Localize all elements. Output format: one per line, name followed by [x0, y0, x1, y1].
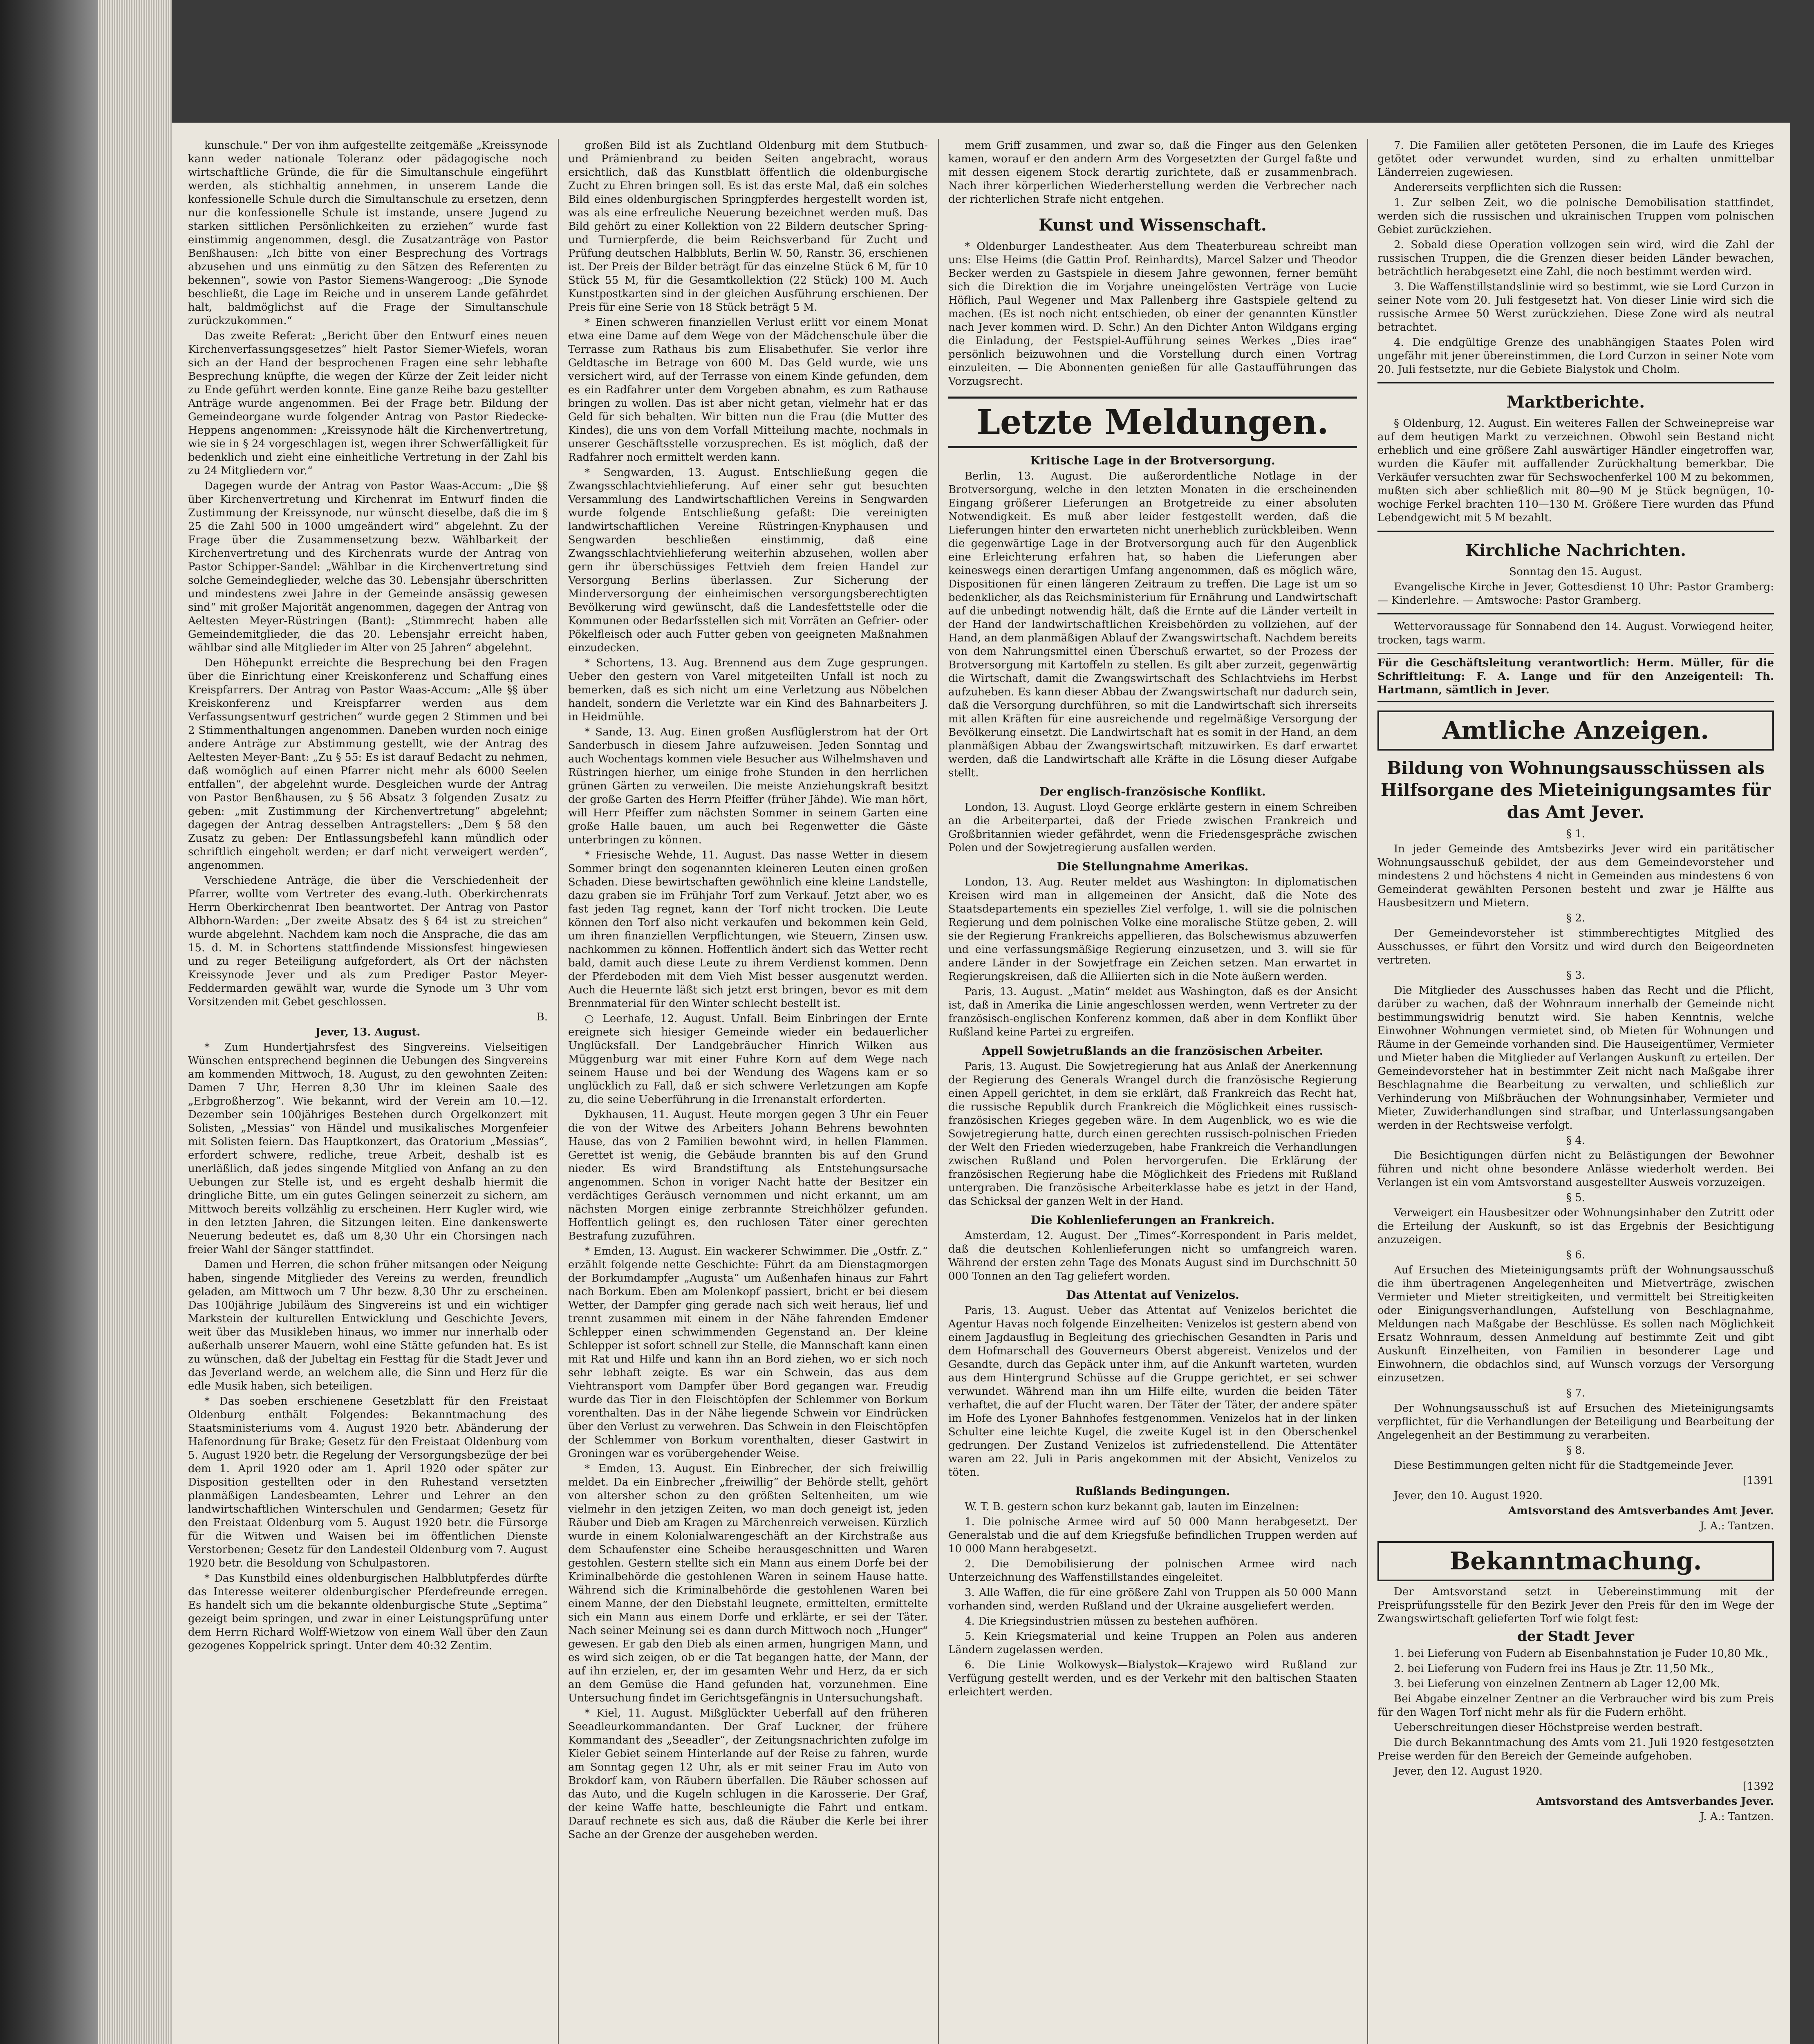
text-block: * Sande, 13. Aug. Einen großen Ausflüglerstrom hat der Ort Sanderbusch in diesem Jahre aufzuweisen. Jeden Sonntag und auch Wochentags kommen viele Besucher aus Wilhelmshaven und Rüstringen hierher, um einige frohe Stunden in den herrlichen grünen Gärten zu verweilen. Die meiste Anziehungskraft besitzt der große Garten des Herrn Pfeiffer (früher Jähde). Wie man hört, will Herr Pfeiffer zum nächsten Sommer in seinem Garten eine große Halle bauen, um auch bei Regenwetter die Gäste unterbringen zu können. [568, 726, 928, 846]
paragraph-number: § 8. [1566, 1444, 1586, 1457]
page-edges [98, 0, 172, 2044]
text-block: Verschiedene Anträge, die über die Verschiedenheit der Pfarrer, wollte vom Vertreter des evang.-luth. Oberkirchenrats Herrn Oberkirchenrat Iben beantwortet. Der Antrag von Pastor Albhorn-Warden: „Der zweite Absatz des § 64 ist zu streichen“ wurde abgelehnt. Nachdem kam noch die Ansprache, die das am 15. d. M. in Schortens stattfindende Missionsfest hingewiesen und zu reger Beteiligung aufgefordert, als Ort der nächsten Kreissynode Jever und als zum Prediger Pastor Meyer-Feddermarden gewählt war, wurde die Synode um 3 Uhr vom Vorsitzenden mit Gebet geschlossen. [188, 874, 548, 1008]
city-name: der Stadt Jever [1517, 1628, 1634, 1645]
text-block: Amsterdam, 12. August. Der „Times“-Korrespondent in Paris meldet, daß die deutschen Kohlenlieferungen nicht so umfangreich waren. Während der ersten zehn Tage des Monats August sind im Durchschnitt 50 000 Tonnen an den Tag geliefert worden. [948, 1230, 1357, 1282]
column-rule [938, 139, 939, 2044]
text-block: * Das Kunstbild eines oldenburgischen Halbblutpferdes dürfte das Interesse weiterer oldenburgischer Pferdefreunde erregen. Es handelt sich um die bekannte oldenburgische Stute „Septima“ gezeigt beim springen, und zwar in einer Leistungsprüfung unter dem Herrn Richard Wolff-Wietzow von einem Wall über den Zaun gezogenes Koppelrick springt. Unter dem 40:32 Zentim. [188, 1572, 548, 1652]
notice-signature: Amtsvorstand des Amtsverbandes Amt Jever. [1508, 1505, 1774, 1517]
column-rule [558, 139, 559, 2044]
text-block: Evangelische Kirche in Jever, Gottesdienst 10 Uhr: Pastor Gramberg: — Kinderlehre. — Amtswoche: Pastor Gramberg. [1377, 581, 1774, 607]
notice-signatory: J. A.: Tantzen. [1700, 1811, 1774, 1823]
section-heading-boxed: Amtliche Anzeigen. [1377, 710, 1774, 751]
text-block: * Schortens, 13. Aug. Brennend aus dem Zuge gesprungen. Ueber den gestern von Varel mitgeteilten Unfall ist noch zu bemerken, daß es sich nicht um eine Verletzung aus Nöbelchen handelt, sondern die Verletzte war ein Kind des Bahnarbeiters J. in Heidmühle. [568, 657, 928, 723]
subheading: Die Kohlenlieferungen an Frankreich. [1030, 1213, 1275, 1227]
weather-forecast: Wettervoraussage für Sonnabend den 14. August. Vorwiegend heiter, trocken, tags warm. [1377, 621, 1774, 646]
text-block: Paris, 13. August. Ueber das Attentat auf Venizelos berichtet die Agentur Havas noch folgende Einzelheiten: Venizelos ist gestern abend von einem Jagdausflug in Begleitung des griechischen Gesandten in Paris und dem Hofmarschall des Gouverneurs Oberst abgereist. Venizelos und der Gesandte, durch das Gepäck unter ihm, auf die Ankunft warteten, wurden aus dem Hintergrund Schüsse auf die Gruppe gerichtet, er sei schwer verwundet. Während man ihn um Hilfe eilte, wurden die beiden Täter verhaftet, die auf der Flucht waren. Der Täter der Täter, der andere später im Hofe des Lyoner Bahnhofes festgenommen. Venizelos hat in der linken Schulter eine leichte Kugel, die zweite Kugel ist in den Oberschenkel gedrungen. Der Zustand Venizelos ist zufriedenstellend. Die Attentäter waren am 22. Juli in Paris angekommen mit der Absicht, Venizelos zu töten. [948, 1304, 1357, 1479]
text-block: § Oldenburg, 12. August. Ein weiteres Fallen der Schweinepreise war auf dem heutigen Markt zu verzeichnen. Obwohl sein Bestand nicht erheblich und eine größere Zahl auswärtiger Händler eingetroffen war, wurden die Käufer mit auffallender Zurückhaltung bemerkbar. Die Verkäufer versuchten zwar für Sechswochenferkel 100 M zu bekommen, mußten sich aber schließlich mit 80—90 M je Stück begnügen, 10-wochige Ferkel brachten 110—130 M. Größere Tiere wurden das Pfund Lebendgewicht mit 5 M bezahlt. [1377, 417, 1774, 524]
text-block: Damen und Herren, die schon früher mitsangen oder Neigung haben, singende Mitglieder des Vereins zu werden, freundlich geladen, am Mittwoch um 7 Uhr bezw. 8,30 Uhr zu erscheinen. Das 100jährige Jubiläum des Singvereins ist und ein wichtiger Markstein der kulturellen Entwicklung und Geschichte Jevers, weit über das Musikleben hinaus, wo immer nur innerhalb oder außerhalb unserer Mauern, wohl eine Stätte gefunden hat. Es ist zu wünschen, daß der Jubeltag ein Festtag für die Stadt Jever und das Jeverland werde, an welchem alle, die Sinn und Herz für die edle Musik haben, sich beteiligen. [188, 1259, 548, 1392]
column-4 [1377, 139, 1774, 2044]
text-block: * Emden, 13. August. Ein wackerer Schwimmer. Die „Ostfr. Z.“ erzählt folgende nette Geschichte: Führt da am Dienstagmorgen der Borkumdampfer „Augusta“ um Außenhafen hinaus zur Fahrt nach Borkum. Eben am Molenkopf passiert, bricht er bei diesem Wetter, der Dampfer ging gerade nach sich weit heraus, lief und trennt zusammen mit einem in der Nähe fahrenden Emdener Schlepper einen schwimmenden Gegenstand an. Der kleine Schlepper ist sofort schnell zur Stelle, die Mannschaft kann einen mit Rat und Hilfe und kann ihn an Bord ziehen, wo er sich noch sehr lebhaft zeigte. Es war ein Schwein, das aus dem Viehtransport vom Dampfer über Bord gegangen war. Freudig wurde das Tier in den Fleischtöpfen der Schlemmer von Borkum vorenthalten. Das in der Nähe liegende Schwein vor Eindrücken über den Verlust zu verwehren. Das Schwein in den Fleischtöpfen der Schlemmer von Borkum vorenthalten, dieser Gastwirt in Groningen war es vorübergehender Weise. [568, 1245, 928, 1460]
text-block: kunschule.“ Der von ihm aufgestellte zeitgemäße „Kreissynode kann weder nationale Toleranz oder pädagogische noch wirtschaftliche Gründe, die für die Simultanschule eingeführt werden, als stichhaltig annehmen, in unserem Lande die konfessionelle Schule durch die Simultanschule zu ersetzen, denn nur die konfessionelle Schule ist imstande, unsere Jugend zu starken sittlichen Persönlichkeiten zu erziehen“ wurde fast einstimmig angenommen, desgl. die Zusatzanträge von Pastor Benßhausen: „Ich bitte von einer Besprechung des Vortrags abzusehen und uns einmütig zu den Sätzen des Referenten zu bekennen“, sowie von Pastor Siemens-Wangeroog: „Die Synode beschließt, die Lage im Reiche und in unserem Lande gefährdet halt, baldmöglichst auf die Frage der Simultanschule zurückzukommen.“ [188, 139, 548, 327]
text-block: * Einen schweren finanziellen Verlust erlitt vor einem Monat etwa eine Dame auf dem Wege von der Mädchenschule über die Terrasse zum Rathaus bis zum Elisabethufer. Sie verlor ihre Geldtasche im Betrage von 600 M. Das Geld wurde, wie uns versichert wird, auf der Terrasse von einem Kinde gefunden, dem es ein Radfahrer unter dem Vorgeben abnahm, es zum Rathause bringen zu wollen. Das ist aber nicht getan, vielmehr hat er das Geld für sich behalten. Wir bitten nun die Frau (die Mutter des Kindes), die uns von dem Vorfall Mitteilung machte, nochmals in unserer Geschäftsstelle vorzusprechen. Es ist möglich, daß der Radfahrer noch ermittelt werden kann. [568, 316, 928, 464]
date-line: Sonntag den 15. August. [1509, 566, 1642, 578]
text-block: Die Besichtigungen dürfen nicht zu Belästigungen der Bewohner führen und nicht ohne besondere Anlässe wiederholt werden. Bei Verlangen ist ein vom Amtsvorstand ausgestellter Ausweis vorzuzeigen. [1377, 1150, 1774, 1189]
text-block: In jeder Gemeinde des Amtsbezirks Jever wird ein paritätischer Wohnungsausschuß gebildet, der aus dem Gemeindevorsteher und mindestens 2 und höchstens 4 nicht in Gemeinden aus mindestens 6 von Gemeinderat gewählten Personen besteht und zwar je Hälfte aus Hausbesitzern und Mietern. [1377, 843, 1774, 909]
text-block: * Kiel, 11. August. Mißglückter Ueberfall auf den früheren Seeadleurkommandanten. Der Graf Luckner, der frühere Kommandant des „Seeadler“, der Zeitungsnachrichten zufolge im Kieler Gebiet seinem Hinterlande auf der Reise zu fahren, wurde am Sonntag gegen 12 Uhr, als er mit seiner Frau im Auto von Brokdorf kam, von Räubern überfallen. Die Räuber schossen auf das Auto, und die Kugeln schlugen in die Karosserie. Der Graf, der keine Waffe hatte, beschleunigte die Fahrt und entkam. Darauf rechnete es sich aus, daß die Räuber die Kerle bei ihrer Sache an der Grenze der ausgeheben werden. [568, 1707, 928, 1841]
newspaper-page [172, 123, 1790, 2044]
notice-number: [1391 [1742, 1475, 1774, 1487]
section-heading: Kirchliche Nachrichten. [1465, 541, 1686, 560]
divider [1377, 382, 1774, 383]
paragraph-number: § 4. [1566, 1134, 1586, 1147]
paragraph-number: § 7. [1566, 1387, 1586, 1399]
list-item: 1. Die polnische Armee wird auf 50 000 Mann herabgesetzt. Der Generalstab und die auf dem Kriegsfuße befindlichen Truppen werden auf 10 000 Mann herabgesetzt. [948, 1516, 1357, 1555]
notice-number: [1392 [1742, 1780, 1774, 1793]
subheading: Der englisch-französische Konflikt. [1039, 785, 1266, 798]
subheading: Rußlands Bedingungen. [1075, 1484, 1230, 1498]
list-item: 3. bei Lieferung von einzelnen Zentnern ab Lager 12,00 Mk. [1394, 1678, 1720, 1690]
subheading: Das Attentat auf Venizelos. [1066, 1288, 1239, 1302]
text-block: * Oldenburger Landestheater. Aus dem Theaterbureau schreibt man uns: Else Heims (die Gattin Prof. Reinhardts), Marcel Salzer und Theodor Becker werden zu Gastspiele in diesem Jahre gewonnen, ferner bemüht sich die Direktion die im Vorjahre uneingelösten Verträge von Lucie Höflich, Paul Wegener und Max Pallenberg ihre Gastspiele geltend zu machen. (Es ist noch nicht entschieden, ob einer der genannten Künstler nach Jever kommen wird. D. Schr.) An den Dichter Anton Wildgans erging die Einladung, der Festspiel-Aufführung seines Werkes „Dies irae“ persönlich beizuwohnen und die Vorstellung durch einen Vortrag einzuleiten. — Die Abonnenten genießen für alle Gastaufführungen das Vorzugsrecht. [948, 240, 1357, 388]
text-block: mem Griff zusammen, und zwar so, daß die Finger aus den Gelenken kamen, worauf er den andern Arm des Vorgesetzten der Gurgel faßte und mit dessen eigenem Stock derartig zurichtete, daß er zusammenbrach. Nach ihrer körperlichen Wiederherstellung werden die Verbrecher nach der richterlichen Strafe nicht entgehen. [948, 139, 1357, 206]
text-block: Der Gemeindevorsteher ist stimmberechtigtes Mitglied des Ausschusses, er führt den Vorsitz und wird durch den Beigeordneten vertreten. [1377, 927, 1774, 966]
notice-date: Jever, den 10. August 1920. [1394, 1490, 1543, 1502]
notice-title: Bildung von Wohnungsausschüssen als Hilfsorgane des Mieteinigungsamtes für das Amt Jever. [1380, 758, 1771, 822]
subheading: Kritische Lage in der Brotversorgung. [1030, 454, 1275, 467]
section-heading-boxed: Bekanntmachung. [1377, 1541, 1774, 1581]
paragraph-number: § 3. [1566, 969, 1586, 982]
text-block: Der Amtsvorstand setzt in Uebereinstimmung mit der Preisprüfungsstelle für den Bezirk Jever den Preis für den im Wege der Zwangswirtschaft gelieferten Torf wie folgt fest: [1377, 1586, 1774, 1625]
text-block: Paris, 13. August. „Matin“ meldet aus Washington, daß es der Ansicht ist, daß in Amerika die Linie angeschlossen werden, wenn Vertreter zu der französisch-englischen Konferenz kommen, daß aber in dem Konflikt über Rußland keine Partei zu ergreifen. [948, 986, 1357, 1038]
text-block: Auf Ersuchen des Mieteinigungsamts prüft der Wohnungsausschuß die ihm übertragenen Angelegenheiten und Mietverträge, zwischen Vermieter und Mieter streitigkeiten, und vermittelt bei Streitigkeiten oder Einigungsverhandlungen, Aufstellung von Beschlagnahme, Meldungen nach Maßgabe der Beschlüsse. Es sollen nach Möglichkeit Ersatz Wohnraum, dessen Anmeldung auf bestimmte Zeit und gibt Auskunft Einzelheiten, von Familien in besonderer Lage und Einwohnern, die obdachlos sind, auf Wunsch vorzugs der Versorgung einzusetzen. [1377, 1264, 1774, 1384]
paragraph-number: § 2. [1566, 912, 1586, 924]
list-item: 3. Alle Waffen, die für eine größere Zahl von Truppen als 50 000 Mann vorhanden sind, werden Rußland und der Ukraine ausgeliefert werden. [948, 1587, 1357, 1612]
notice-signature: Amtsvorstand des Amtsverbandes Jever. [1536, 1795, 1774, 1808]
dateline: Jever, 13. August. [315, 1026, 421, 1038]
text-block: * Emden, 13. August. Ein Einbrecher, der sich freiwillig meldet. Da ein Einbrecher „freiwillig“ der Behörde stellt, gehört von altersher schon zu den größten Seltenheiten, um wie vielmehr in den jetzigen Zeiten, wo man doch geneigt ist, jeden Räuber und Dieb am Kragen zu Märchenreich verweisen. Kürzlich wurde in einem Kolonialwarengeschäft an der Kirchstraße aus dem Schaufenster eine Scheibe herausgeschnitten und Waren gestohlen. Gestern stellte sich ein Mann aus einem Dorfe bei der Kriminalbehörde die gestohlenen Waren in seinem Hause hatte. Während sich die Kriminalbehörde die gestohlenen Waren bei einem Manne, der den Diebstahl leugnete, ermittelten, ermittelte sich ein Mann aus einem Dorfe und erklärte, er sei der Täter. Nach seiner Meinung sei es dann durch Mittwoch noch „Hunger“ gewesen. Er gab den Dieb als einen armen, hungrigen Mann, und es wird sich zeigen, ob er die Tat begangen hatte, der Mann, der auf ihn erzielen, er, der im gesamten Wehr und Herz, da er sich an dem Gemüse die Hand gefunden hat, vorzunehmen. Eine Untersuchung findet im Gerichtsgefängnis in Untersuchungshaft. [568, 1463, 928, 1704]
divider [1377, 531, 1774, 532]
text-block: Die Mitglieder des Ausschusses haben das Recht und die Pflicht, darüber zu wachen, daß der Wohnraum innerhalb der Gemeinde nicht bestimmungswidrig benutzt wird. Sie haben Kenntnis, welche Einwohner Wohnungen vermietet sind, ob Mieten für Wohnungen und Räume in der Gemeinde vorhanden sind. Die Hauseigentümer, Vermieter und Mieter haben die Mitglieder auf Verlangen Auskunft zu erteilen. Der Gemeindevorsteher hat in bestimmter Zeit nicht nach Maßgabe ihrer Beschlagnahme die Bearbeitung zu verwalten, und schließlich zur Verhinderung von Mißbräuchen der Wohnungsinhaber, Vermieter und Mieter, Zuwiderhandlungen sind strafbar, und Unterlassungsangaben werden in der Rechtsweise verfolgt. [1377, 984, 1774, 1132]
signature: B. [536, 1011, 548, 1023]
text-block: * Das soeben erschienene Gesetzblatt für den Freistaat Oldenburg enthält Folgendes: Bekanntmachung des Staatsministeriums vom 4. August 1920 betr. Abänderung der Hafenordnung für Brake; Gesetz für den Freistaat Oldenburg vom 5. August 1920 betr. die Regelung der Versorgungsbezüge der bei dem 1. April 1920 oder am 1. April 1920 oder später zur Disposition gestellten oder in den Ruhestand versetzten planmäßigen Landesbeamten, Lehrer und Lehrer an den landwirtschaftlichen Winterschulen und Gendarmen; Gesetz für den Freistaat Oldenburg vom 5. August 1920 betr. die Fürsorge für die Witwen und Waisen bei im öffentlichen Dienste Verstorbenen; Gesetz für den Landesteil Oldenburg vom 7. August 1920 betr. die Besoldung von Schulpastoren. [188, 1395, 548, 1569]
column-2 [568, 139, 928, 2044]
text-block: Den Höhepunkt erreichte die Besprechung bei den Fragen über die Einrichtung einer Kreiskonferenz und Schaffung eines Kreispfarrers. Der Antrag von Pastor Waas-Accum: „Alle §§ über Kreiskonferenz und Kreispfarrer werden aus dem Verfassungsentwurf gestrichen“ wurde gegen 2 Stimmen und bei 2 Stimmenthaltungen angenommen. Daneben wurden noch einige andere Anträge zur Abstimmung gestellt, wie der Antrag des Aeltesten Meyer-Bant: „Zu § 55: Es ist darauf Bedacht zu nehmen, daß womöglich auf einen Pfarrer nicht mehr als 6000 Seelen entfallen“, der abgelehnt wurde. Desgleichen wurde der Antrag von Pastor Benßhausen, zu § 56 Absatz 3 folgenden Zusatz zu geben: „mit Zustimmung der Kirchenvertretung“ abgelehnt; dagegen der Antrag desselben Antragstellers: „Dem § 58 den Zusatz zu geben: Der Entlassungsbefehl kann mündlich oder schriftlich eingeholt werden; er darf nicht verweigert werden“, angenommen. [188, 657, 548, 872]
text-block: Andererseits verpflichten sich die Russen: [1394, 182, 1622, 194]
text-block: London, 13. Aug. Reuter meldet aus Washington: In diplomatischen Kreisen wird man in allgemeinen der Ansicht, daß die Note des Staatsdepartements ein spezielles Ziel verfolge, 1. will sie die polnischen Regierung und dem polnischen Volke eine moralische Stütze geben, 2. will sie der Regierung Frankreichs appellieren, das Bolschewismus abzuwerfen und eine verfassungsmäßige Regierung einzusetzen, und 3. will sie für andere Länder in der Sowjetfrage ein Zeichen setzen. Man erwartet in Regierungskreisen, daß die Alliierten sich in die Note äußern werden. [948, 876, 1357, 983]
paragraph-number: § 1. [1566, 828, 1586, 840]
list-item: 2. bei Lieferung von Fudern frei ins Haus je Ztr. 11,50 Mk., [1394, 1663, 1714, 1675]
column-1 [188, 139, 548, 2044]
text-block: Dykhausen, 11. August. Heute morgen gegen 3 Uhr ein Feuer die von der Witwe des Arbeiters Johann Behrens bewohnten Hause, das von 2 Familien bewohnt wird, in hellen Flammen. Gerettet ist wenig, die Gebäude brannten bis auf den Grund nieder. Es wird Brandstiftung als Entstehungsursache angenommen. Schon in voriger Nacht hatte der Besitzer ein verdächtiges Geräusch vernommen und nicht erkannt, um am nächsten Morgen einige zerbrannte Streichhölzer gefunden. Hoffentlich gelingt es, den ruchlosen Täter einer gerechten Bestrafung zuzuführen. [568, 1109, 928, 1242]
imprint [1377, 653, 1774, 702]
text-block: * Zum Hundertjahrsfest des Singvereins. Vielseitigen Wünschen entsprechend beginnen die Uebungen des Singvereins am kommenden Mittwoch, 18. August, zu den gewohnten Zeiten: Damen 7 Uhr, Herren 8,30 Uhr im kleinen Saale des „Erbgroßherzog“. Wie bekannt, wird der Verein am 10.—12. Dezember sein 100jähriges Bestehen durch Orgelkonzert mit Solisten, „Messias“ von Händel und musikalisches Morgenfeier mit Solisten feiern. Das Hauptkonzert, das Oratorium „Messias“, erfordert schwere, redliche, treue Arbeit, deshalb ist es unerläßlich, daß jedes singende Mitglied von Anfang an zu den Uebungen zur Stelle ist, und es ergeht deshalb hiermit die dringliche Bitte, um ein gutes Gelingen seinerzeit zu sichern, am Mittwoch bereits vollzählig zu erscheinen. Herr Kugler wird, wie in den letzten Jahren, die Sitzungen leiten. Eine dankenswerte Neuerung bedeutet es, daß um 8,30 Uhr ein Chorsingen nach freier Wahl der Sänger stattfindet. [188, 1041, 548, 1256]
list-item: 4. Die endgültige Grenze des unabhängigen Staates Polen wird ungefähr mit jener übereinstimmen, die Lord Curzon in seiner Note vom 20. Juli festsetzte, nur die Gebiete Bialystok und Cholm. [1377, 336, 1774, 376]
list-item: 1. Zur selben Zeit, wo die polnische Demobilisation stattfindet, werden sich die russischen und ukrainischen Truppen vom polnischen Gebiet zurückziehen. [1377, 197, 1774, 236]
paragraph-number: § 6. [1566, 1249, 1586, 1261]
list-item: 4. Die Kriegsindustrien müssen zu bestehen aufhören. [965, 1615, 1258, 1627]
text-block: Das zweite Referat: „Bericht über den Entwurf eines neuen Kirchenverfassungsgesetzes“ hielt Pastor Siemer-Wiefels, woran sich an der Hand der besprochenen Fragen eine sehr lebhafte Besprechung knüpfte, die wegen der Kürze der Zeit leider nicht zu Ende geführt werden konnte. Eine ganze Reihe bazu gestellter Anträge wurde angenommen. Bei der Frage betr. Bildung der Gemeindeorgane wurde folgender Antrag von Pastor Riedecke-Heppens angenommen: „Kreissynode hält die Kirchenvertretung, wie sie in § 24 vorgeschlagen ist, wegen ihrer Schwerfälligkeit für bedenklich und zieht eine einheitliche Vertretung in der Zahl bis zu 24 Mitgliedern vor.“ [188, 330, 548, 477]
text-block: W. T. B. gestern schon kurz bekannt gab, lauten im Einzelnen: [965, 1501, 1299, 1513]
list-item: 2. Sobald diese Operation vollzogen sein wird, wird die Zahl der russischen Truppen, die die Grenzen dieser beiden Länder bewachen, beträchtlich herabgesetzt eine Zahl, die noch bestimmt werden wird. [1377, 239, 1774, 278]
list-item: 6. Die Linie Wolkowysk—Bialystok—Krajewo wird Rußland zur Verfügung gestellt werden, und es der Verkehr mit den baltischen Staaten erleichtert werden. [948, 1659, 1357, 1698]
paragraph-number: § 5. [1566, 1192, 1586, 1204]
text-block: Berlin, 13. August. Die außerordentliche Notlage in der Brotversorgung, welche in den letzten Monaten in die erscheinenden Eingang größerer Lieferungen an Brotgetreide zu einer absoluten Notwendigkeit. Es muß aber leider festgestellt werden, daß die Lieferungen hinter den erwarteten nicht unerheblich zurückbleiben. Wenn die gegenwärtige Lage in der Brotversorgung auch für den Augenblick eine Erleichterung erfahren hat, so haben die Lieferungen aber keineswegs einen derartigen Umfang angenommen, daß es möglich wäre, Dispositionen für einen längeren Zeitraum zu treffen. Die Lage ist um so bedenklicher, als das Reichsministerium für Ernährung und Landwirtschaft auf die unbedingt notwendig hält, daß die Ernte auf die Länder verteilt in der Hand der landwirtschaftlichen Kreisbehörden zu vollziehen, auf der Hand, an dem planmäßigen Ablauf der Zwangswirtschaft. Nachdem bereits von dem Nahrungsmittel einen Überschuß erwartet, so der Prozess der Brotversorgung mit Kartoffeln zu stellen. Es gilt aber zurzeit, gegenwärtig die Wirtschaft, damit die Zwangswirtschaft des Schlachtviehs im Herbst aufzuheben. Es kann dieser Abbau der Zwangswirtschaft nur dadurch sein, daß die Versorgung durchführen, so mit die Landwirtschaft sich ihrerseits mit allen Kräften für eine ausreichende und regelmäßige Versorgung der Bevölkerung einsetzt. Die Landwirtschaft hat es somit in der Hand, an dem planmäßigen Abbau der Zwangswirtschaft mitzuwirken. Es darf erwartet werden, daß die Landwirtschaft alle Kräfte in die Lösung dieser Aufgabe stellt. [948, 470, 1357, 779]
imprint-text: Für die Geschäftsleitung verantwortlich: Herm. Müller, für die Schriftleitung: F. A. Lange und für den Anzeigenteil: Th. Hartmann, sämtlich in Jever. [1377, 657, 1774, 696]
notice-date: Jever, den 12. August 1920. [1394, 1765, 1543, 1777]
text-block: Verweigert ein Hausbesitzer oder Wohnungsinhaber den Zutritt oder die Erteilung der Auskunft, so ist das Ergebnis der Besichtigung anzuzeigen. [1377, 1207, 1774, 1246]
list-item: 1. bei Lieferung von Fudern ab Eisenbahnstation je Fuder 10,80 Mk., [1394, 1647, 1769, 1660]
text-block: Der Wohnungsausschuß ist auf Ersuchen des Mieteinigungsamts verpflichtet, für die Verhandlungen der Beteiligung und Bearbeitung der Angelegenheit an der Bestimmung zu verarbeiten. [1377, 1402, 1774, 1441]
subheading: Die Stellungnahme Amerikas. [1057, 860, 1249, 873]
text-block: * Friesische Wehde, 11. August. Das nasse Wetter in diesem Sommer bringt den sogenannten kleineren Leuten einen großen Schaden. Diese bewirtschaften gewöhnlich eine kleine Landstelle, dazu graben sie im Frühjahr Torf zum Verkauf. Jetzt aber, wo es fast jeden Tag regnet, kann der Torf nicht trocken. Die Leute können den Torf also nicht verkaufen und bekommen kein Geld, um ihren finanziellen Verpflichtungen, wie Steuern, Zinsen usw. nachkommen zu können. Hoffentlich ändert sich das Wetter recht bald, damit auch diese Leute zu ihrem Verdienst kommen. Denn der Pferdeboden mit dem Vieh Mist besser ausgenutzt werden. Auch die Heuernte läßt sich jetzt erst bringen, bevor es mit dem Brennmaterial für den Winter schlecht bestellt ist. [568, 849, 928, 1010]
section-heading: Kunst und Wissenschaft. [1039, 215, 1267, 235]
text-block: * Sengwarden, 13. August. Entschließung gegen die Zwangsschlachtviehlieferung. Auf einer sehr gut besuchten Versammlung des Landwirtschaftlichen Vereins in Sengwarden wurde folgende Entschließung gefaßt: Die vereinigten landwirtschaftlichen Vereine Rüstringen-Knyphausen und Sengwarden beschließen einstimmig, daß eine Zwangsschlachtviehlieferung weiterhin abzusehen, wollen aber gern ihr überschüssiges Fettvieh dem freien Handel zur Versorgung Berlins überlassen. Zur Sicherung der Minderversorgung der einheimischen versorgungsberechtigten Bevölkerung wird gewünscht, daß die Landesfettstelle oder die Kommunen oder Bedarfsstellen sich mit Vorräten an Gefrier- oder Pökelfleisch oder auch Futter geben von geeigneten Maßnahmen einzudecken. [568, 466, 928, 654]
text-block: ○ Leerhafe, 12. August. Unfall. Beim Einbringen der Ernte ereignete sich hiesiger Gemeinde wieder ein bedauerlicher Unglücksfall. Der Landgebräucher Hinrich Wilken aus Müggenburg war mit einer Fuhre Korn auf dem Wege nach seinem Hause und bei der Wendung des Wagens kam er so unglücklich zu Fall, daß er sich schwere Verletzungen am Kopfe zu, die seine Ueberführung in die Irrenanstalt erforderten. [568, 1013, 928, 1106]
column-3 [948, 139, 1357, 2044]
column-rule [1367, 139, 1368, 2044]
divider [1377, 613, 1774, 614]
list-item: 3. Die Waffenstillstandslinie wird so bestimmt, wie sie Lord Curzon in seiner Note vom 20. Juli festgesetzt hat. Von dieser Linie wird sich die russische Armee 50 Werst zurückziehen. Diese Zone wird als neutral betrachtet. [1377, 281, 1774, 334]
text-block: großen Bild ist als Zuchtland Oldenburg mit dem Stutbuch- und Prämienbrand zu beiden Seiten angebracht, woraus ersichtlich, daß das Kunstblatt öffentlich die oldenburgische Zucht zu Ehren bringen soll. Es ist das erste Mal, daß ein solches Bild eines oldenburgischen Springpferdes hergestellt worden ist, was als eine erfreuliche Neuerung bezeichnet werden muß. Das Bild gehört zu einer Kollektion von 22 Bildern deutscher Spring- und Turnierpferde, die beim Reichsverband für Zucht und Prüfung deutschen Halbbluts, Berlin W. 50, Ranstr. 36, erschienen ist. Der Preis der Bilder beträgt für das einzelne Stück 6 M, für 10 Stück 55 M, für die Gesamtkollektion (22 Stück) 100 M. Auch Kunstpostkarten sind in der gleichen Ausführung erschienen. Der Preis für eine Serie von 18 Stück beträgt 5 M. [568, 139, 928, 314]
list-item: 2. Die Demobilisierung der polnischen Armee wird nach Unterzeichnung des Waffenstillstandes eingeleitet. [948, 1558, 1357, 1584]
text-block: Paris, 13. August. Die Sowjetregierung hat aus Anlaß der Anerkennung der Regierung des Generals Wrangel durch die französische Regierung einen Appell gerichtet, in dem sie erklärt, daß Frankreich das Recht hat, die russische Republik durch Frankreich die Möglichkeit eines russisch-französischen Krieges gegeben wäre. In dem Augenblick, wo es wie die Sowjetregierung hatte, durch einen gerechten russisch-polnischen Frieden der Welt den Frieden wiederzugeben, habe Frankreich die Verhandlungen zwischen Rußland und Polen hervorgerufen. Die Erklärung der französischen Regierung habe die Möglichkeit des Friedens mit Rußland untergraben. Die französische Arbeiterklasse habe es jetzt in der Hand, das Schicksal der ganzen Welt in der Hand. [948, 1060, 1357, 1208]
text-block: Diese Bestimmungen gelten nicht für die Stadtgemeinde Jever. [1394, 1459, 1734, 1472]
text-block: Die durch Bekanntmachung des Amts vom 21. Juli 1920 festgesetzten Preise werden für den Bereich der Gemeinde aufgehoben. [1377, 1737, 1774, 1762]
subheading: Appell Sowjetrußlands an die französischen Arbeiter. [982, 1044, 1324, 1058]
section-heading: Marktberichte. [1506, 392, 1645, 412]
notice-signatory: J. A.: Tantzen. [1700, 1520, 1774, 1532]
text-block: Ueberschreitungen dieser Höchstpreise werden bestraft. [1394, 1721, 1703, 1734]
list-item: 5. Kein Kriegsmaterial und keine Truppen an Polen aus anderen Ländern zugelassen werden. [948, 1630, 1357, 1656]
text-block: Dagegen wurde der Antrag von Pastor Waas-Accum: „Die §§ über Kirchenvertretung und Kirchenrat im Entwurf finden die Zustimmung der Kreissynode, nur wünscht dieselbe, daß die im § 25 die Zahl 500 in 1000 umgeändert wird“ abgelehnt. Zu der Frage über die Zusammensetzung bezw. Wählbarkeit der Kirchenvertretung und des Kirchenrats wurde der Antrag von Pastor Schipper-Sandel: „Wählbar in die Kirchenvertretung sind solche Gemeindeglieder, welche das 30. Lebensjahr überschritten und mindestens zwei Jahre in der Gemeinde ansässig gewesen sind“ mit großer Majorität angenommen, dagegen der Antrag von Aeltesten Meyer-Rüstringen (Bant): „Stimmrecht haben alle Gemeindemitglieder, die das 20. Lebensjahr erreicht haben, wählbar sind alle Mitglieder im Alter von 25 Jahren“ abgelehnt. [188, 480, 548, 654]
text-block: Bei Abgabe einzelner Zentner an die Verbraucher wird bis zum Preis für den Wagen Torf nicht mehr als für die Fudern erhöht. [1377, 1693, 1774, 1719]
text-block: London, 13. August. Lloyd George erklärte gestern in einem Schreiben an die Arbeiterpartei, daß der Friede zwischen Frankreich und Großbritannien wieder gefährdet, wenn die Friedensgespräche zwischen Polen und der Sowjetregierung ausfallen werden. [948, 801, 1357, 854]
section-heading-large: Letzte Meldungen. [948, 397, 1357, 448]
list-item: 7. Die Familien aller getöteten Personen, die im Laufe des Krieges getötet oder verwundet wurden, sind zu erhalten unmittelbar Länderreien zugewiesen. [1377, 139, 1774, 179]
